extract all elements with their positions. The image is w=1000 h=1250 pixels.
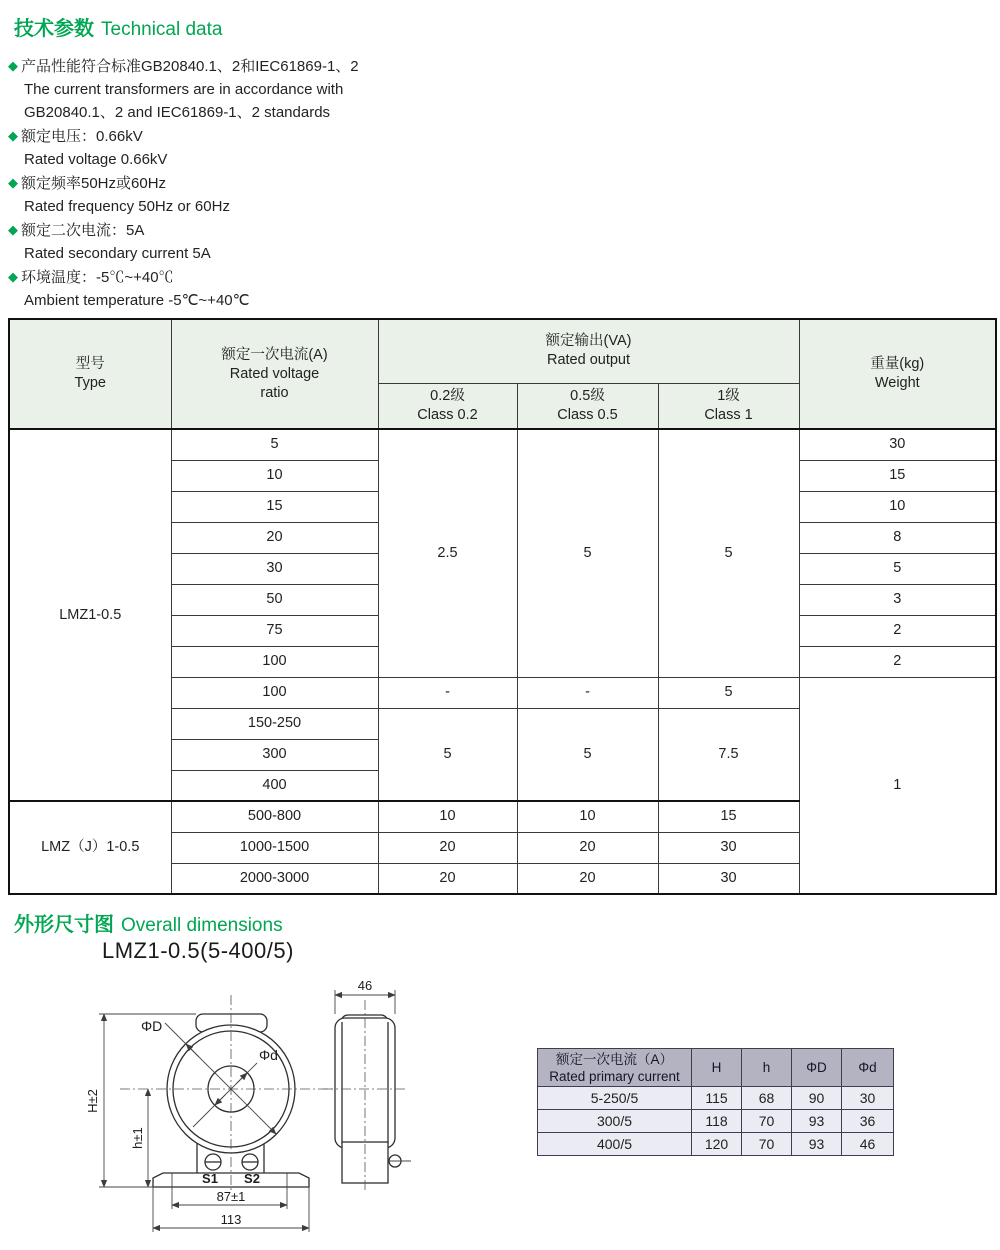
inner-diameter-label: Φd [259,1047,278,1063]
spec-zh-text: 额定二次电流：5A [21,222,145,239]
dimension-table [537,1048,894,1156]
section-title-zh: 技术参数 [14,18,94,40]
cell-class1: 15 [658,801,799,832]
cell-current: 2000-3000 [171,863,378,894]
cell-d: 46 [842,1133,894,1156]
cell-h: 70 [742,1133,792,1156]
col-header-primary-current: 额定一次电流(A) Rated voltage ratio [171,319,378,429]
front-view [85,995,347,1232]
cell-current: 15 [171,491,378,522]
cell-class1: 30 [658,832,799,863]
bullet-diamond-icon: ◆ [8,128,18,143]
cell-weight: 2 [799,646,996,677]
section-title-en: Overall dimensions [121,915,283,936]
cell-current: 10 [171,460,378,491]
cell-H: 115 [692,1087,742,1110]
cell-current: 5 [171,429,378,460]
cell-class02: 20 [378,832,517,863]
cell-current: 400/5 [538,1133,692,1156]
overall-height-label: H±2 [85,1089,100,1113]
spec-item [8,265,359,312]
spec-item [8,218,359,265]
section-title-zh: 外形尺寸图 [14,914,114,936]
cell-class1: 5 [658,429,799,677]
dim-col-header-d: Φd [842,1049,894,1087]
spec-en-text: Rated voltage 0.66kV [24,151,168,168]
cell-current: 400 [171,770,378,801]
bullet-diamond-icon: ◆ [8,58,18,73]
cell-type: LMZ（J）1-0.5 [9,801,171,894]
hole-spacing-label: 87±1 [216,1189,246,1204]
section-title-en: Technical data [101,19,223,40]
side-view [323,978,411,1192]
outer-diameter-label: ΦD [141,1018,163,1034]
cell-class1: 30 [658,863,799,894]
cell-current: 100 [171,646,378,677]
cell-weight: 3 [799,584,996,615]
col-header-class02: 0.2级 Class 0.2 [378,383,517,429]
cell-weight-merged: 1 [799,677,996,894]
table-row [538,1110,894,1133]
spec-en-text: Rated frequency 50Hz or 60Hz [24,198,230,215]
center-height-label: h±1 [130,1127,145,1149]
spec-zh-text: 环境温度：-5℃~+40℃ [21,269,174,286]
spec-en-text: Rated secondary current 5A [24,245,211,262]
col-header-class05: 0.5级 Class 0.5 [517,383,658,429]
cell-class02: 5 [378,708,517,801]
cell-D: 90 [792,1087,842,1110]
dim-col-header-current: 额定一次电流（A） Rated primary current [538,1049,692,1087]
cell-type: LMZ1-0.5 [9,429,171,801]
spec-en-text: Ambient temperature -5℃~+40℃ [24,292,250,309]
cell-h: 70 [742,1110,792,1133]
cell-class1: 7.5 [658,708,799,801]
cell-current: 20 [171,522,378,553]
cell-class05: 5 [517,708,658,801]
col-header-type: 型号 Type [9,319,171,429]
cell-current: 30 [171,553,378,584]
spec-zh-text: 产品性能符合标准GB20840.1、2和IEC61869-1、2 [21,58,359,75]
spec-item [8,171,359,218]
dim-col-header-H: H [692,1049,742,1087]
cell-current: 1000-1500 [171,832,378,863]
cell-class05: 5 [517,429,658,677]
cell-current: 500-800 [171,801,378,832]
cell-class05: 20 [517,832,658,863]
cell-h: 68 [742,1087,792,1110]
terminal-s2-label: S2 [244,1171,260,1186]
cell-class02: 2.5 [378,429,517,677]
dim-col-header-h: h [742,1049,792,1087]
cell-weight: 30 [799,429,996,460]
col-header-class1: 1级 Class 1 [658,383,799,429]
section-title-overall-dimensions [14,908,283,937]
bullet-diamond-icon: ◆ [8,269,18,284]
cell-current: 50 [171,584,378,615]
cell-current: 300 [171,739,378,770]
col-header-rated-output: 额定输出(VA) Rated output [378,319,799,383]
cell-current: 75 [171,615,378,646]
cell-weight: 15 [799,460,996,491]
spec-en-text: GB20840.1、2 and IEC61869-1、2 standards [24,104,331,121]
terminal-s1-label: S1 [202,1171,218,1186]
cell-current: 300/5 [538,1110,692,1133]
cell-class02: 10 [378,801,517,832]
spec-zh-text: 额定频率50Hz或60Hz [21,175,167,192]
spec-en-text: The current transformers are in accordance with [24,81,344,98]
section-title-technical-data [14,12,222,41]
cell-current: 100 [171,677,378,708]
cell-D: 93 [792,1110,842,1133]
cell-D: 93 [792,1133,842,1156]
cell-H: 120 [692,1133,742,1156]
cell-H: 118 [692,1110,742,1133]
cell-d: 36 [842,1110,894,1133]
cell-weight: 10 [799,491,996,522]
bullet-diamond-icon: ◆ [8,175,18,190]
cell-class05: 10 [517,801,658,832]
table-row [9,429,996,460]
table-row [538,1087,894,1110]
cell-weight: 2 [799,615,996,646]
cell-current: 5-250/5 [538,1087,692,1110]
col-header-weight: 重量(kg) Weight [799,319,996,429]
cell-class05: 20 [517,863,658,894]
cell-weight: 8 [799,522,996,553]
technical-data-table [8,318,997,895]
cell-class02: - [378,677,517,708]
cell-class02: 20 [378,863,517,894]
spec-list [8,54,359,312]
table-row [538,1133,894,1156]
cell-current: 150-250 [171,708,378,739]
cell-weight: 5 [799,553,996,584]
spec-zh-text: 额定电压：0.66kV [21,128,143,145]
cell-class1: 5 [658,677,799,708]
spec-item [8,124,359,171]
bullet-diamond-icon: ◆ [8,222,18,237]
dim-col-header-D: ΦD [792,1049,842,1087]
side-width-label: 46 [357,978,373,993]
cell-d: 30 [842,1087,894,1110]
cell-class05: - [517,677,658,708]
drawing-model-title: LMZ1-0.5(5-400/5) [102,938,294,963]
spec-item [8,54,359,124]
base-width-label: 113 [220,1212,242,1227]
